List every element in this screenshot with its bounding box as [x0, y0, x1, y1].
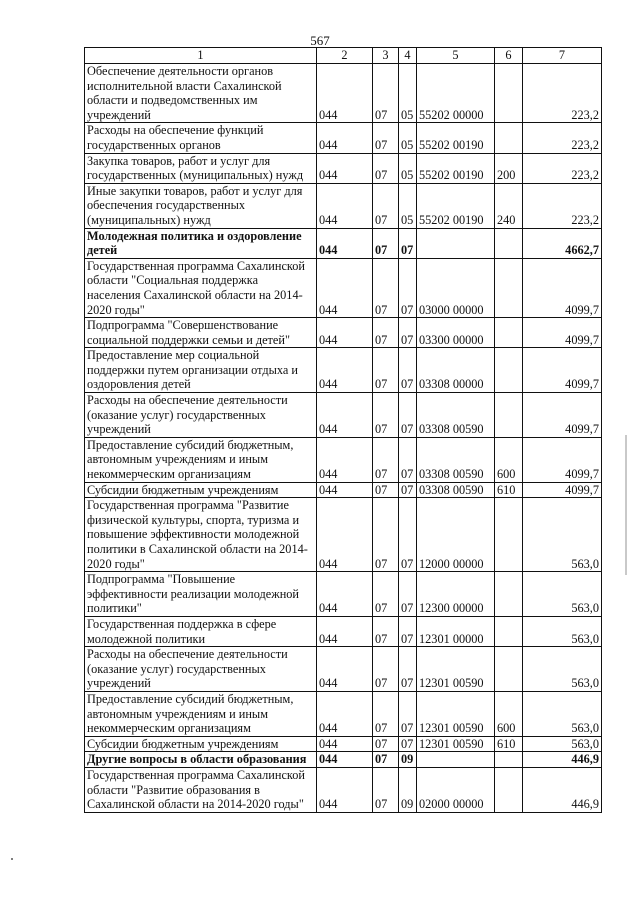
row-section: 07	[373, 647, 399, 692]
row-subsection: 07	[399, 437, 417, 482]
row-code: 044	[317, 228, 373, 258]
table-row	[85, 258, 602, 317]
row-amount: 4662,7	[523, 228, 602, 258]
row-expense-type	[495, 123, 523, 153]
column-header: 1	[85, 48, 317, 64]
row-code: 044	[317, 318, 373, 348]
row-code: 044	[317, 153, 373, 183]
table-row	[85, 498, 602, 572]
row-target-article: 55202 00190	[417, 183, 495, 228]
row-amount: 223,2	[523, 153, 602, 183]
row-target-article	[417, 752, 495, 768]
row-amount: 563,0	[523, 498, 602, 572]
row-subsection: 07	[399, 736, 417, 752]
row-expense-type	[495, 64, 523, 123]
row-section: 07	[373, 153, 399, 183]
row-code: 044	[317, 482, 373, 498]
row-expense-type: 600	[495, 691, 523, 736]
row-subsection: 07	[399, 572, 417, 617]
column-header: 3	[373, 48, 399, 64]
row-expense-type	[495, 348, 523, 393]
column-header: 4	[399, 48, 417, 64]
table-row	[85, 183, 602, 228]
table-row	[85, 752, 602, 768]
row-expense-type	[495, 572, 523, 617]
row-name: Предоставление субсидий бюджетным, автономным учреждениям и иным некоммерческим организациям	[85, 437, 317, 482]
row-code: 044	[317, 616, 373, 646]
row-section: 07	[373, 767, 399, 812]
row-subsection: 07	[399, 348, 417, 393]
table-row	[85, 572, 602, 617]
row-expense-type	[495, 767, 523, 812]
table-row	[85, 691, 602, 736]
row-subsection: 09	[399, 752, 417, 768]
row-code: 044	[317, 258, 373, 317]
row-section: 07	[373, 572, 399, 617]
row-amount: 446,9	[523, 767, 602, 812]
row-subsection: 05	[399, 153, 417, 183]
row-expense-type	[495, 318, 523, 348]
table-row	[85, 318, 602, 348]
row-subsection: 05	[399, 183, 417, 228]
row-amount: 4099,7	[523, 318, 602, 348]
row-section: 07	[373, 393, 399, 438]
table-row	[85, 348, 602, 393]
row-target-article: 55202 00190	[417, 123, 495, 153]
row-target-article: 03308 00590	[417, 482, 495, 498]
row-section: 07	[373, 123, 399, 153]
row-target-article: 12300 00000	[417, 572, 495, 617]
column-header: 7	[523, 48, 602, 64]
row-subsection: 09	[399, 767, 417, 812]
row-target-article: 55202 00000	[417, 64, 495, 123]
row-code: 044	[317, 647, 373, 692]
row-amount: 4099,7	[523, 393, 602, 438]
table-row	[85, 736, 602, 752]
row-amount: 4099,7	[523, 258, 602, 317]
row-subsection: 07	[399, 647, 417, 692]
table-row	[85, 437, 602, 482]
row-name: Иные закупки товаров, работ и услуг для обеспечения государственных (муниципальных) нужд	[85, 183, 317, 228]
row-section: 07	[373, 348, 399, 393]
row-amount: 4099,7	[523, 482, 602, 498]
row-amount: 563,0	[523, 691, 602, 736]
row-name: Молодежная политика и оздоровление детей	[85, 228, 317, 258]
row-section: 07	[373, 228, 399, 258]
row-expense-type	[495, 616, 523, 646]
row-section: 07	[373, 258, 399, 317]
row-name: Подпрограмма "Совершенствование социальной поддержки семьи и детей"	[85, 318, 317, 348]
row-code: 044	[317, 393, 373, 438]
row-code: 044	[317, 736, 373, 752]
row-target-article: 12301 00590	[417, 736, 495, 752]
row-name: Субсидии бюджетным учреждениям	[85, 736, 317, 752]
row-target-article: 03000 00000	[417, 258, 495, 317]
row-code: 044	[317, 691, 373, 736]
column-header: 6	[495, 48, 523, 64]
row-target-article: 03300 00000	[417, 318, 495, 348]
row-name: Обеспечение деятельности органов исполнительной власти Сахалинской области и подведомственных им учреждений	[85, 64, 317, 123]
row-section: 07	[373, 64, 399, 123]
row-target-article: 02000 00000	[417, 767, 495, 812]
row-section: 07	[373, 616, 399, 646]
row-amount: 4099,7	[523, 437, 602, 482]
row-target-article: 12301 00000	[417, 616, 495, 646]
row-code: 044	[317, 348, 373, 393]
row-amount: 446,9	[523, 752, 602, 768]
row-section: 07	[373, 691, 399, 736]
row-name: Предоставление субсидий бюджетным, автономным учреждениям и иным некоммерческим организациям	[85, 691, 317, 736]
row-expense-type	[495, 647, 523, 692]
scan-artifact	[625, 435, 627, 575]
row-section: 07	[373, 736, 399, 752]
row-amount: 4099,7	[523, 348, 602, 393]
row-code: 044	[317, 498, 373, 572]
row-name: Государственная поддержка в сфере молодежной политики	[85, 616, 317, 646]
row-expense-type: 600	[495, 437, 523, 482]
row-subsection: 07	[399, 498, 417, 572]
row-name: Расходы на обеспечение функций государственных органов	[85, 123, 317, 153]
row-expense-type	[495, 258, 523, 317]
row-amount: 563,0	[523, 736, 602, 752]
budget-table	[84, 47, 602, 813]
row-name: Другие вопросы в области образования	[85, 752, 317, 768]
table-row	[85, 123, 602, 153]
row-amount: 223,2	[523, 123, 602, 153]
row-code: 044	[317, 572, 373, 617]
row-amount: 563,0	[523, 616, 602, 646]
row-subsection: 07	[399, 616, 417, 646]
table-row	[85, 153, 602, 183]
row-amount: 223,2	[523, 64, 602, 123]
row-target-article: 03308 00590	[417, 393, 495, 438]
row-subsection: 07	[399, 318, 417, 348]
row-expense-type	[495, 393, 523, 438]
row-target-article	[417, 228, 495, 258]
row-section: 07	[373, 752, 399, 768]
row-name: Подпрограмма "Повышение эффективности реализации молодежной политики"	[85, 572, 317, 617]
row-code: 044	[317, 752, 373, 768]
row-subsection: 07	[399, 258, 417, 317]
column-header: 5	[417, 48, 495, 64]
row-expense-type: 240	[495, 183, 523, 228]
table-row	[85, 647, 602, 692]
row-target-article: 03308 00000	[417, 348, 495, 393]
row-expense-type	[495, 752, 523, 768]
row-code: 044	[317, 437, 373, 482]
row-expense-type	[495, 228, 523, 258]
row-code: 044	[317, 64, 373, 123]
table-row	[85, 482, 602, 498]
row-code: 044	[317, 183, 373, 228]
column-header: 2	[317, 48, 373, 64]
row-target-article: 55202 00190	[417, 153, 495, 183]
row-section: 07	[373, 437, 399, 482]
row-name: Субсидии бюджетным учреждениям	[85, 482, 317, 498]
row-subsection: 05	[399, 123, 417, 153]
row-name: Государственная программа Сахалинской области "Развитие образования в Сахалинской области на 2014-2020 годы"	[85, 767, 317, 812]
row-expense-type: 200	[495, 153, 523, 183]
column-number-row	[85, 48, 602, 64]
row-name: Закупка товаров, работ и услуг для государственных (муниципальных) нужд	[85, 153, 317, 183]
page-number: 567	[310, 33, 330, 48]
row-subsection: 07	[399, 482, 417, 498]
table-row	[85, 228, 602, 258]
row-target-article: 12301 00590	[417, 691, 495, 736]
row-section: 07	[373, 498, 399, 572]
row-section: 07	[373, 318, 399, 348]
row-code: 044	[317, 767, 373, 812]
row-target-article: 12000 00000	[417, 498, 495, 572]
row-section: 07	[373, 183, 399, 228]
row-expense-type: 610	[495, 736, 523, 752]
row-target-article: 03308 00590	[417, 437, 495, 482]
row-target-article: 12301 00590	[417, 647, 495, 692]
row-amount: 563,0	[523, 572, 602, 617]
row-expense-type: 610	[495, 482, 523, 498]
row-section: 07	[373, 482, 399, 498]
row-name: Государственная программа "Развитие физической культуры, спорта, туризма и повышение эффективности молодежной политики в Сахалинской области на 2014-2020 годы"	[85, 498, 317, 572]
table-row	[85, 616, 602, 646]
row-name: Предоставление мер социальной поддержки путем организации отдыха и оздоровления детей	[85, 348, 317, 393]
row-name: Расходы на обеспечение деятельности (оказание услуг) государственных учреждений	[85, 647, 317, 692]
row-amount: 223,2	[523, 183, 602, 228]
row-subsection: 05	[399, 64, 417, 123]
row-name: Государственная программа Сахалинской области "Социальная поддержка населения Сахалинской области на 2014-2020 годы"	[85, 258, 317, 317]
row-code: 044	[317, 123, 373, 153]
table-row	[85, 64, 602, 123]
row-expense-type	[495, 498, 523, 572]
row-name: Расходы на обеспечение деятельности (оказание услуг) государственных учреждений	[85, 393, 317, 438]
table-row	[85, 393, 602, 438]
row-subsection: 07	[399, 228, 417, 258]
row-amount: 563,0	[523, 647, 602, 692]
row-subsection: 07	[399, 691, 417, 736]
scan-artifact	[11, 858, 13, 860]
table-row	[85, 767, 602, 812]
row-subsection: 07	[399, 393, 417, 438]
